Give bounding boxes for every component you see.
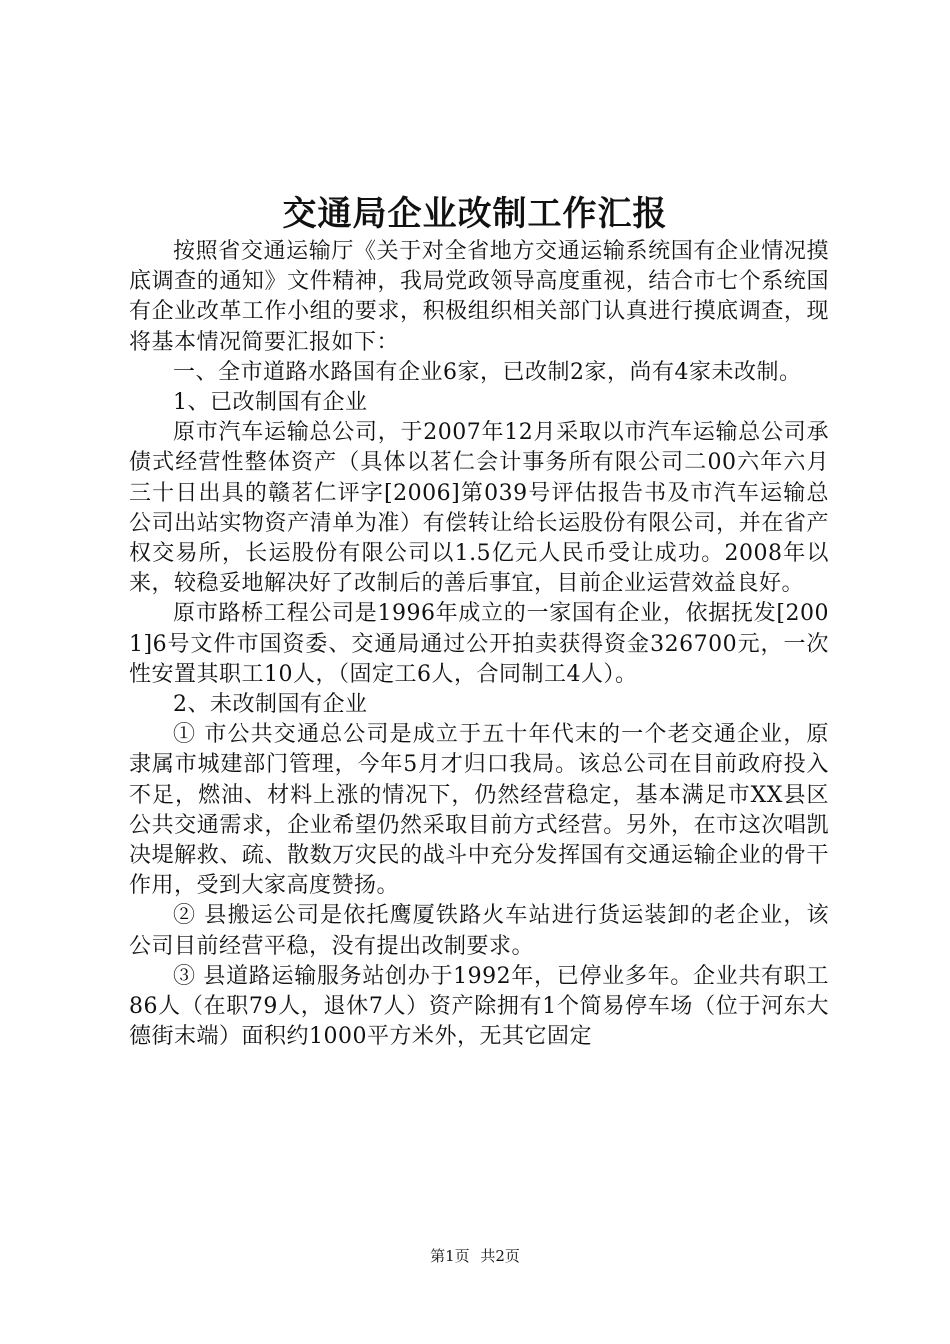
paragraph-bridge-company: 原市路桥工程公司是1996年成立的一家国有企业，依据抚发[2001]6号文件市国资委、交通局通过公开拍卖获得资金326700元，一次性安置其职工10人，（固定工6人，合同制工4人）。 [129,601,829,687]
page-number: 第1页 [430,1247,470,1265]
paragraph-moving-company: ② 县搬运公司是依托鹰厦铁路火车站进行货运装卸的老企业，该公司目前经营平稳，没有提出改制要求。 [129,903,829,959]
paragraph-bus-company: 原市汽车运输总公司，于2007年12月采取以市汽车运输总公司承债式经营性整体资产（具体以茗仁会计事务所有限公司二00六年六月三十日出具的赣茗仁评字[2006]第039号评估报告书及市汽车运输总公司出站实物资产清单为准）有偿转让给长运股份有限公司，并在省产权交易所，长运股份有限公司以1.5亿元人民币受让成功。2008年以来，较稳妥地解决好了改制后的善后事宜，目前企业运营效益良好。 [129,420,829,597]
page-total: 共2页 [480,1247,520,1265]
document-title: 交通局企业改制工作汇报 [282,194,668,234]
paragraph-section-one: 一、全市道路水路国有企业6家，已改制2家，尚有4家未改制。 [173,359,802,385]
document-body [129,237,829,1052]
heading-unreformed-enterprises: 2、未改制国有企业 [173,692,368,718]
paragraph-public-transport: ① 市公共交通总公司是成立于五十年代末的一个老交通企业，原隶属市城建部门管理，今年5月才归口我局。该总公司在目前政府投入不足，燃油、材料上涨的情况下，仍然经营稳定，基本满足市XX县区公共交通需求，企业希望仍然采取目前方式经营。另外，在市这次唱凯决堤解救、疏、散数万灾民的战斗中充分发挥国有交通运输企业的骨干作用，受到大家高度赞扬。 [129,722,829,899]
heading-reformed-enterprises: 1、已改制国有企业 [173,390,368,416]
paragraph-intro: 按照省交通运输厅《关于对全省地方交通运输系统国有企业情况摸底调查的通知》文件精神，我局党政领导高度重视，结合市七个系统国有企业改革工作小组的要求，积极组织相关部门认真进行摸底调查，现将基本情况简要汇报如下： [129,239,829,355]
paragraph-transport-station: ③ 县道路运输服务站创办于1992年，已停业多年。企业共有职工86人（在职79人，退休7人）资产除拥有1个简易停车场（位于河东大德街末端）面积约1000平方米外，无其它固定 [129,963,829,1050]
page-footer [0,1245,950,1266]
